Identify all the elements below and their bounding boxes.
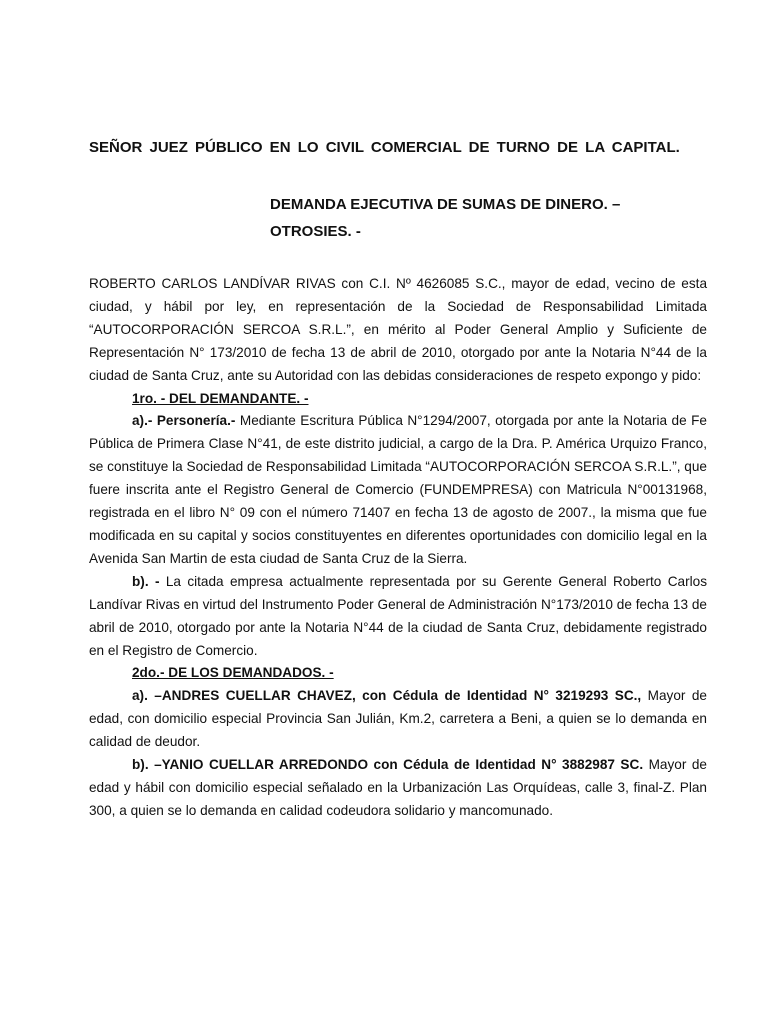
document-subtitle — [270, 191, 707, 245]
section-demandante-title: 1ro. - DEL DEMANDANTE. - — [132, 390, 309, 406]
document-page — [89, 134, 707, 823]
section-demandados-b — [89, 754, 707, 823]
section-demandados-a-text: Mayor de edad, con domicilio especial Provincia San Julián, Km.2, carretera a Beni, a quien se lo demanda en calidad de deudor. — [89, 688, 707, 750]
subtitle-line-2: OTROSIES. - — [270, 223, 361, 240]
subtitle-line-1: DEMANDA EJECUTIVA DE SUMAS DE DINERO. – — [270, 196, 621, 213]
document-body — [89, 273, 707, 823]
section-demandante-b — [89, 571, 707, 663]
section-demandante-a — [89, 410, 707, 570]
section-demandados-b-label: b). –YANIO CUELLAR ARREDONDO con Cédula de Identidad N° 3882987 SC. — [132, 757, 644, 773]
section-demandante-a-label: a).- Personería.- — [132, 413, 236, 429]
section-demandados-a — [89, 685, 707, 754]
section-demandante-a-text: Mediante Escritura Pública N°1294/2007, otorgada por ante la Notaria de Fe Pública de Primera Clase N°41, de este distrito judicial, a cargo de la Dra. P. América Urquizo Franco, se constituye la Sociedad de Responsabilidad Limitada “AUTOCORPORACIÓN SERCOA S.R.L.”, que fuere inscrita ante el Registro General de Comercio (FUNDEMPRESA) con Matricula N°00131968, registrada en el libro N° 09 con el número 71407 en fecha 13 de agosto de 2007., la misma que fue modificada en su capital y socios constituyentes en diferentes oportunidades con domicilio legal en la Avenida San Martin de esta ciudad de Santa Cruz de la Sierra. — [89, 413, 707, 566]
document-title: SEÑOR JUEZ PÚBLICO EN LO CIVIL COMERCIAL DE TURNO DE LA CAPITAL. — [89, 139, 680, 156]
intro-paragraph: ROBERTO CARLOS LANDÍVAR RIVAS con C.I. Nº 4626085 S.C., mayor de edad, vecino de esta ciudad, y hábil por ley, en representación de la Sociedad de Responsabilidad Limitada “AUTOCORPORACIÓN SERCOA S.R.L.”, en mérito al Poder General Amplio y Suficiente de Representación N° 173/2010 de fecha 13 de abril de 2010, otorgado por ante la Notaria N°44 de la ciudad de Santa Cruz, ante su Autoridad con las debidas consideraciones de respeto expongo y pido: — [89, 276, 707, 383]
section-demandados-a-label: a). –ANDRES CUELLAR CHAVEZ, con Cédula de Identidad N° 3219293 SC., — [132, 688, 642, 704]
section-demandados-title: 2do.- DE LOS DEMANDADOS. - — [132, 665, 334, 681]
section-demandante-b-label: b). - — [132, 573, 160, 589]
section-demandante-b-text: La citada empresa actualmente representada por su Gerente General Roberto Carlos Landívar Rivas en virtud del Instrumento Poder General de Administración N°173/2010 de fecha 13 de abril de 2010, otorgado por ante la Notaria N°44 de la ciudad de Santa Cruz, debidamente registrado en el Registro de Comercio. — [89, 573, 707, 658]
section-demandados-b-text: Mayor de edad y hábil con domicilio especial señalado en la Urbanización Las Orquídeas, calle 3, final-Z. Plan 300, a quien se lo demanda en calidad codeudora solidario y mancomunado. — [89, 757, 707, 818]
